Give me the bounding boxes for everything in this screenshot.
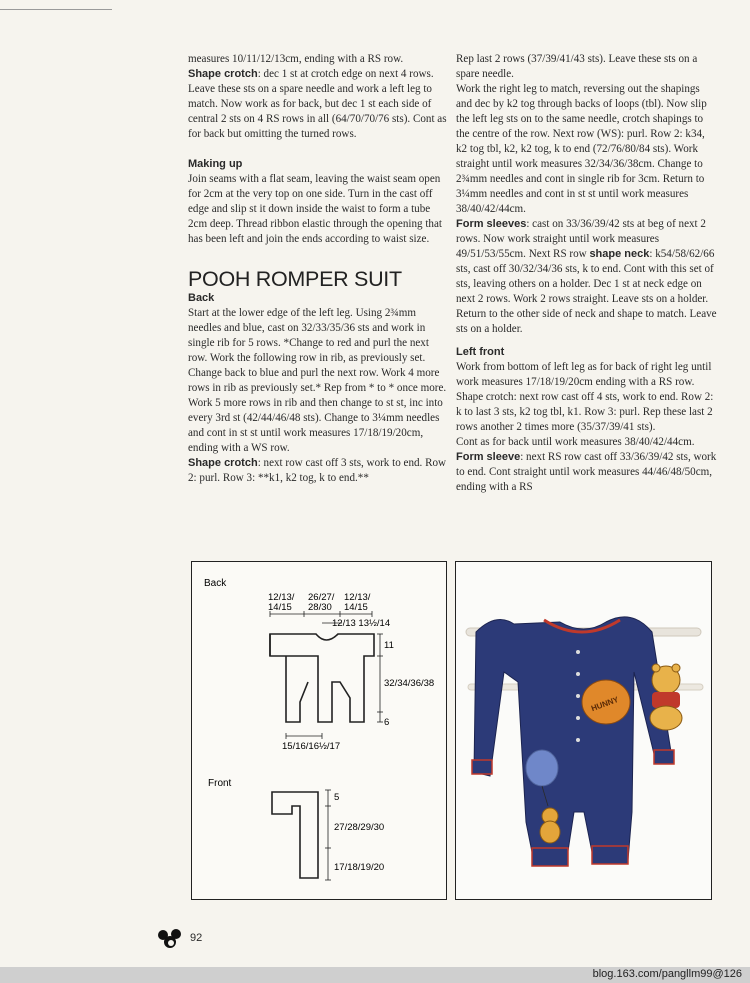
form-sleeves-para: Form sleeves: cast on 33/36/39/42 sts at beg of next 2 rows. Now work straight until work measures 49/51/53/55cm. Next RS row shape neck: k54/58/62/66 sts, cast off 30/32/34/36 sts, k to end. Cont with this set of sts, leaving others on a holder. Dec 1 st at neck edge on next 2 rows. Work 2 rows straight. Leave sts on a holder. Return to the other side of neck and shape to match. Leave sts on a holder.: [456, 218, 717, 335]
top-rule: [0, 9, 112, 10]
schematic-diagram: [191, 561, 447, 900]
making-up-text: Join seams with a flat seam, leaving the waist seam open for 2cm at the very top on one side. Turn in the cast off edge and slip st it down inside the waist to form a tube 2cm deep. Thread ribbon elastic through the opening that has been left and join the ends according to waist size.: [188, 173, 442, 245]
shape-neck-label: shape neck: [589, 248, 650, 260]
dim-5: 5: [334, 792, 340, 803]
top-dim-1: 12/13/: [268, 592, 295, 603]
dim-body: 32/34/36/38: [384, 678, 435, 689]
form-sleeves-label: Form sleeves: [456, 218, 527, 230]
page-number: 92: [190, 932, 203, 944]
left-column: [188, 52, 450, 486]
page-title: POOH ROMPER SUIT: [188, 267, 402, 291]
mickey-icon: [156, 929, 186, 949]
top-dim-2: 26/27/: [308, 592, 335, 603]
dim-front-body: 27/28/29/30: [334, 822, 385, 833]
pooh-toy: [650, 664, 682, 730]
balloon: [526, 750, 558, 786]
romper-photo: [455, 561, 712, 900]
left-front-text-2: Cont as for back until work measures 38/40/42/44cm. Form sleeve: next RS row cast off 33/36/39/42 sts, work to end. Cont straight until work measures 44/46/48/50cm, ending with a RS: [456, 436, 717, 493]
form-sleeve-label: Form sleeve: [456, 451, 521, 463]
top-dim-2b: 28/30: [308, 602, 332, 613]
top-dim-1b: 14/15: [268, 602, 292, 613]
diagram-front-label: Front: [208, 778, 232, 789]
right-para-1: Rep last 2 rows (37/39/41/43 sts). Leave these sts on a spare needle.: [456, 53, 698, 80]
left-front-text: Work from bottom of left leg as for back of right leg until work measures 17/18/19/20cm ending with a RS row. Shape crotch: next row cast off 4 sts, work to end. Row 2: k to last 3 sts, k2 tog tbl, k1. Row 3: purl. Rep these last 2 rows another 2 times more (35/37/39/41 sts).: [456, 361, 714, 433]
left-para-1: measures 10/11/12/13cm, ending with a RS row.: [188, 53, 404, 65]
romper-illustration: [456, 562, 711, 899]
shape-crotch-label-2: Shape crotch: [188, 457, 258, 469]
honey-pot-label: HUNNY: [589, 694, 620, 714]
top-dim-3: 12/13/: [344, 592, 371, 603]
front-shape: [272, 792, 318, 878]
dim-6: 6: [384, 717, 390, 728]
right-para-2: Work the right leg to match, reversing out the shapings and dec by k2 tog through backs of loops (tbl). Now slip the left leg sts on to the same needle, crotch shapings to the centre of the row. Next row (WS): purl. Row 2: k34, k2 tog tbl, k2, k2 tog, k to end (72/76/80/84 sts). Work straight until work measures 32/34/36/38cm. Change to 2¾mm needles and cont in single rib for 3cm. Return to 3¼mm needles and cont in st st until work measures 38/40/42/44cm.: [456, 83, 707, 215]
sleeve-dim: 12/13 13½/14: [332, 618, 391, 629]
left-para-2: Shape crotch: dec 1 st at crotch edge on next 4 rows. Leave these sts on a spare needle and work a left leg to match. Now work as for back, but dec 1 st each side of central 2 sts on 4 RS rows in all (64/70/70/76 sts). Cont as for back but omitting the turned rows.: [188, 68, 447, 140]
left-front-heading: Left front: [456, 346, 505, 358]
back-heading: Back: [188, 292, 215, 304]
footer-bar: [0, 967, 750, 983]
bottom-dim: 15/16/16½/17: [282, 741, 341, 752]
shape-crotch-para: Shape crotch: next row cast off 3 sts, work to end. Row 2: purl. Row 3: **k1, k2 tog, k to end.**: [188, 457, 447, 484]
shape-crotch-label: Shape crotch: [188, 68, 258, 80]
diagram-back-label: Back: [204, 578, 227, 589]
right-column: [456, 52, 718, 495]
top-dim-3b: 14/15: [344, 602, 368, 613]
schematic-svg: [192, 562, 446, 899]
footer-credit: blog.163.com/pangllm99@126: [592, 968, 742, 980]
dim-11: 11: [384, 640, 394, 651]
dim-front-leg: 17/18/19/20: [334, 862, 385, 873]
making-up-heading: Making up: [188, 158, 243, 170]
back-text: Start at the lower edge of the left leg. Using 2¾mm needles and blue, cast on 32/33/35/36 sts and work in single rib for 5 rows. *Change to red and purl the next row. Work the following row in rib, as previously set. Change back to blue and purl the next row. Work 4 more rows in rib as previously set.* Rep from * to * once more. Work 5 more rows in rib and then change to st st, inc into every 3rd st (42/44/46/48 sts). Change to 3¼mm needles and cont in st st until work measures 17/18/19/20cm, ending with a WS row.: [188, 307, 447, 454]
